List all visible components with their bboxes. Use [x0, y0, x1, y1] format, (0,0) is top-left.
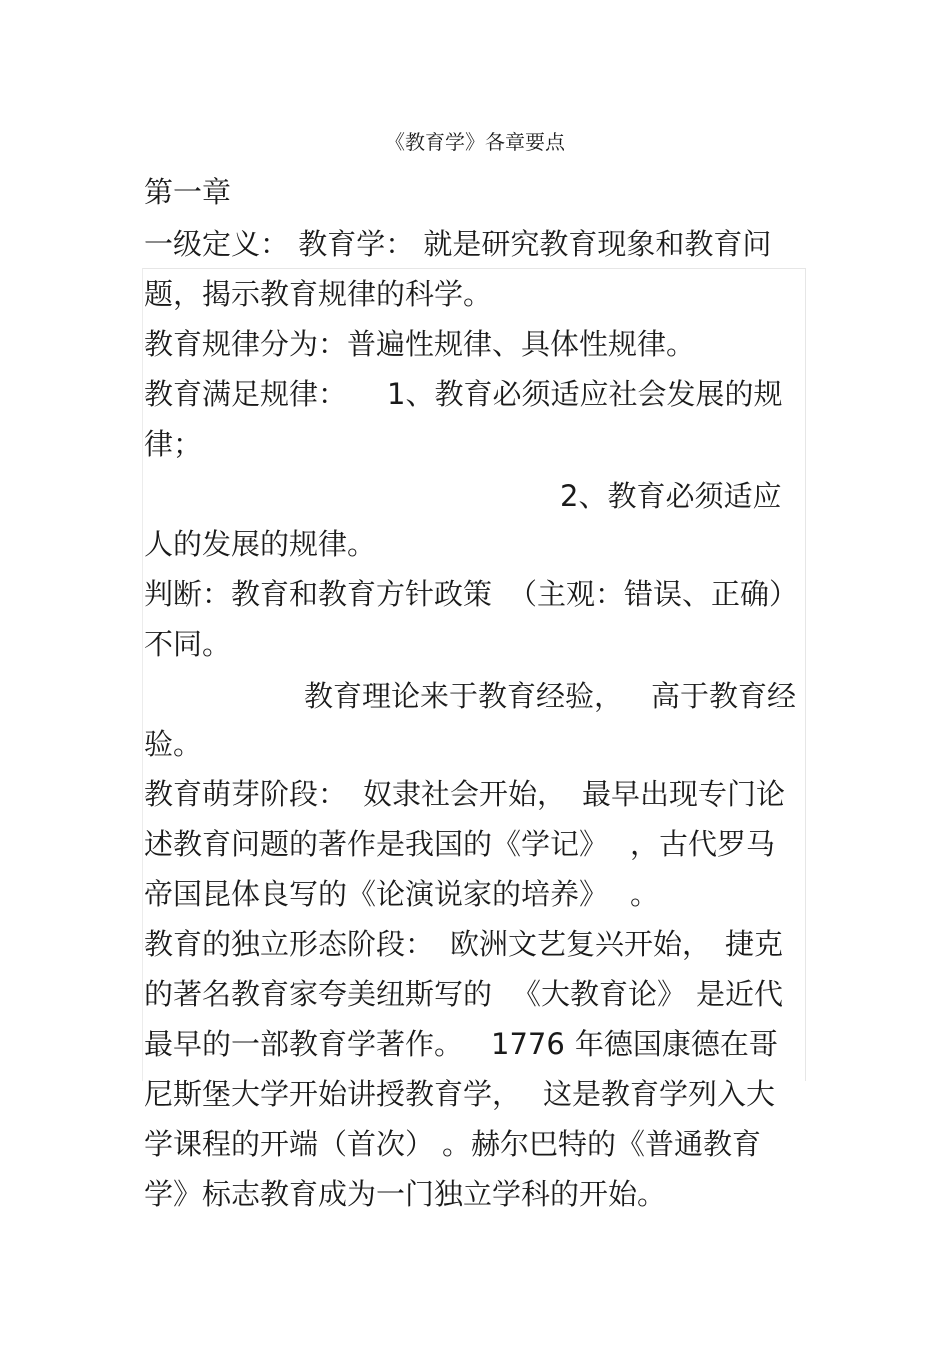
text-line	[304, 676, 796, 716]
text-segment: 帝国昆体良写的《论演说家的培养》	[144, 877, 609, 911]
text-line: 2、教育必须适应	[560, 479, 782, 513]
text-segment: 教育满足规律：	[144, 377, 348, 411]
text-segment: 欧洲文艺复兴开始，	[450, 927, 712, 961]
text-segment: 1、教育必须适应社会发展的规	[387, 377, 783, 411]
text-line	[144, 774, 785, 814]
text-line	[144, 1074, 775, 1114]
text-segment: ，古代罗马	[630, 827, 776, 861]
text-segment: 教育的独立形态阶段：	[144, 927, 435, 961]
chapter-heading: 第一章	[144, 175, 232, 209]
text-segment: 这是教育学列入大	[543, 1077, 776, 1111]
text-segment: 1776	[491, 1027, 565, 1061]
text-line	[144, 824, 775, 864]
text-segment: 尼斯堡大学开始讲授教育学，	[144, 1077, 522, 1111]
text-line: 一级定义： 教育学： 就是研究教育现象和教育问	[144, 227, 772, 261]
text-segment: 述教育问题的著作是我国的《学记》	[144, 827, 609, 861]
text-segment: 教育理论来于教育经验，	[304, 679, 624, 713]
text-segment: 。	[630, 877, 660, 911]
text-segment: 奴隶社会开始，	[363, 777, 567, 811]
text-segment: 最早的一部教育学著作。	[144, 1027, 464, 1061]
text-segment: 捷克	[725, 927, 784, 961]
text-segment: 最早出现专门论	[582, 777, 786, 811]
text-line	[144, 974, 783, 1014]
text-line	[144, 1124, 761, 1164]
document-title: 《教育学》各章要点	[385, 130, 565, 154]
text-line: 人的发展的规律。	[144, 527, 377, 561]
text-segment: 教育萌芽阶段：	[144, 777, 348, 811]
text-line: 验。	[144, 727, 203, 761]
text-segment: 学课程的开端（首次）	[144, 1127, 435, 1161]
text-line	[144, 1024, 778, 1064]
text-line	[144, 574, 798, 614]
text-line: 教育规律分为：普遍性规律、具体性规律。	[144, 327, 696, 361]
text-segment: （主观：错误、正确）	[508, 577, 799, 611]
text-line	[144, 874, 659, 914]
text-line: 学》标志教育成为一门独立学科的开始。	[144, 1177, 667, 1211]
text-line: 题，揭示教育规律的科学。	[144, 277, 493, 311]
text-line: 不同。	[144, 627, 232, 661]
text-segment: 《大教育论》	[512, 977, 687, 1011]
text-segment: 。赫尔巴特的《普通教育	[442, 1127, 762, 1161]
text-segment: 是近代	[696, 977, 784, 1011]
text-line: 律；	[144, 427, 203, 461]
text-segment: 的著名教育家夸美纽斯写的	[144, 977, 493, 1011]
text-segment: 年德国康德在哥	[574, 1027, 778, 1061]
text-line	[144, 924, 783, 964]
text-segment: 高于教育经	[651, 679, 797, 713]
text-line	[144, 374, 782, 414]
text-segment: 判断：教育和教育方针政策	[144, 577, 493, 611]
